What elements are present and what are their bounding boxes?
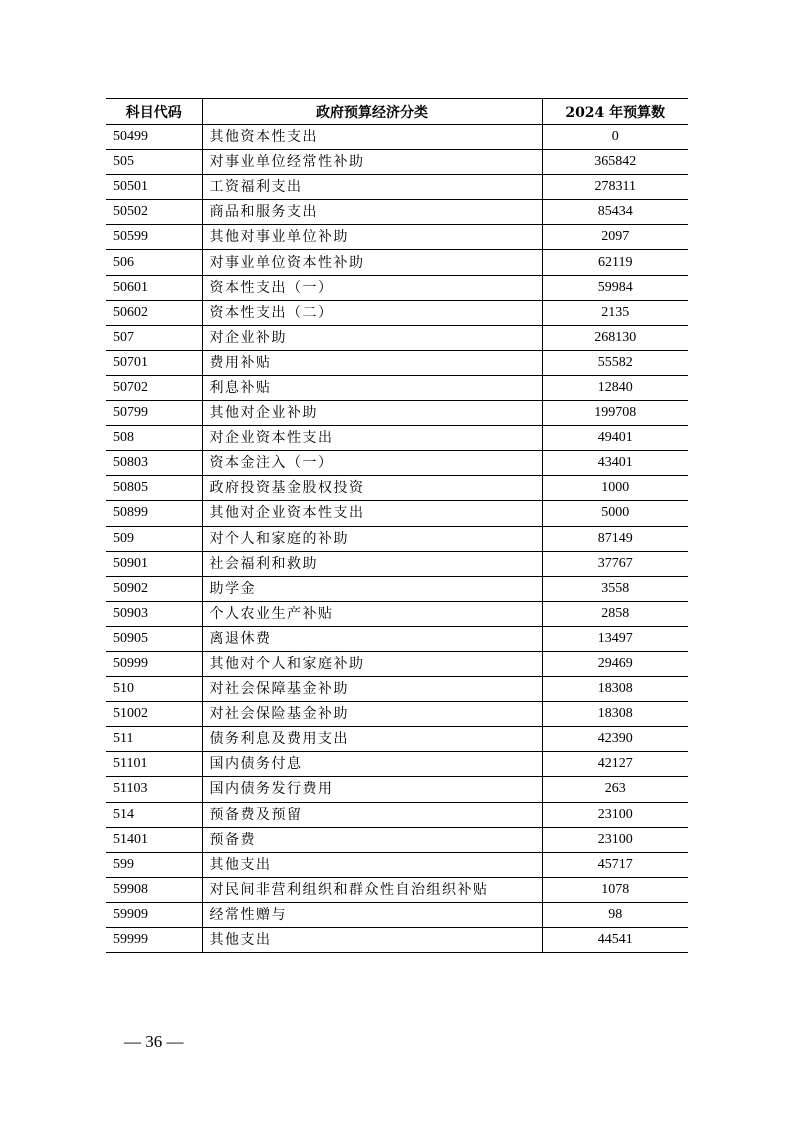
- cell-name: 国内债务发行费用: [202, 777, 542, 802]
- cell-code: 514: [106, 802, 202, 827]
- table-header-row: [106, 99, 688, 125]
- cell-name: 助学金: [202, 576, 542, 601]
- cell-name: 经常性赠与: [202, 902, 542, 927]
- cell-amount: 1000: [542, 476, 688, 501]
- cell-name: 利息补贴: [202, 375, 542, 400]
- table-row: [106, 375, 688, 400]
- cell-name: 其他对个人和家庭补助: [202, 651, 542, 676]
- cell-amount: 278311: [542, 175, 688, 200]
- table-row: [106, 827, 688, 852]
- cell-amount: 23100: [542, 802, 688, 827]
- cell-amount: 199708: [542, 401, 688, 426]
- table-row: [106, 551, 688, 576]
- table-row: [106, 651, 688, 676]
- cell-code: 50905: [106, 626, 202, 651]
- cell-code: 508: [106, 426, 202, 451]
- cell-amount: 98: [542, 902, 688, 927]
- table-body: [106, 125, 688, 953]
- table-row: [106, 175, 688, 200]
- cell-code: 50702: [106, 375, 202, 400]
- cell-name: 政府投资基金股权投资: [202, 476, 542, 501]
- table-row: [106, 802, 688, 827]
- cell-amount: 42127: [542, 752, 688, 777]
- cell-amount: 37767: [542, 551, 688, 576]
- cell-amount: 18308: [542, 702, 688, 727]
- cell-name: 对社会保障基金补助: [202, 677, 542, 702]
- cell-name: 其他对企业资本性支出: [202, 501, 542, 526]
- cell-code: 50601: [106, 275, 202, 300]
- cell-amount: 2135: [542, 300, 688, 325]
- cell-name: 资本性支出（二）: [202, 300, 542, 325]
- cell-code: 51103: [106, 777, 202, 802]
- cell-code: 50602: [106, 300, 202, 325]
- cell-name: 商品和服务支出: [202, 200, 542, 225]
- table-row: [106, 501, 688, 526]
- page-number: — 36 —: [124, 1032, 184, 1051]
- header-budget-2024: 2024 年预算数: [542, 99, 688, 125]
- cell-amount: 2858: [542, 601, 688, 626]
- cell-amount: 3558: [542, 576, 688, 601]
- cell-name: 其他支出: [202, 928, 542, 953]
- table-row: [106, 401, 688, 426]
- cell-code: 51002: [106, 702, 202, 727]
- cell-amount: 44541: [542, 928, 688, 953]
- table-row: [106, 476, 688, 501]
- cell-name: 预备费: [202, 827, 542, 852]
- cell-amount: 263: [542, 777, 688, 802]
- cell-code: 507: [106, 325, 202, 350]
- cell-name: 对企业资本性支出: [202, 426, 542, 451]
- cell-amount: 18308: [542, 677, 688, 702]
- cell-amount: 1078: [542, 877, 688, 902]
- cell-name: 工资福利支出: [202, 175, 542, 200]
- cell-amount: 268130: [542, 325, 688, 350]
- cell-code: 50599: [106, 225, 202, 250]
- cell-name: 费用补贴: [202, 350, 542, 375]
- table-row: [106, 902, 688, 927]
- cell-code: 511: [106, 727, 202, 752]
- cell-code: 59908: [106, 877, 202, 902]
- table-row: [106, 677, 688, 702]
- cell-name: 其他资本性支出: [202, 125, 542, 150]
- table-row: [106, 727, 688, 752]
- table-row: [106, 626, 688, 651]
- table-row: [106, 576, 688, 601]
- table-row: [106, 300, 688, 325]
- cell-code: 506: [106, 250, 202, 275]
- cell-name: 资本性支出（一）: [202, 275, 542, 300]
- cell-name: 其他支出: [202, 852, 542, 877]
- cell-name: 对事业单位资本性补助: [202, 250, 542, 275]
- table-row: [106, 350, 688, 375]
- cell-code: 509: [106, 526, 202, 551]
- cell-code: 51101: [106, 752, 202, 777]
- table-row: [106, 777, 688, 802]
- cell-name: 对个人和家庭的补助: [202, 526, 542, 551]
- cell-code: 50499: [106, 125, 202, 150]
- cell-amount: 13497: [542, 626, 688, 651]
- table-row: [106, 877, 688, 902]
- cell-code: 59999: [106, 928, 202, 953]
- header-code: 科目代码: [106, 99, 202, 125]
- cell-name: 个人农业生产补贴: [202, 601, 542, 626]
- cell-amount: 12840: [542, 375, 688, 400]
- cell-name: 其他对企业补助: [202, 401, 542, 426]
- cell-code: 59909: [106, 902, 202, 927]
- cell-amount: 29469: [542, 651, 688, 676]
- cell-name: 对事业单位经常性补助: [202, 150, 542, 175]
- table-row: [106, 928, 688, 953]
- cell-code: 50502: [106, 200, 202, 225]
- cell-amount: 43401: [542, 451, 688, 476]
- cell-code: 505: [106, 150, 202, 175]
- cell-code: 50803: [106, 451, 202, 476]
- cell-name: 资本金注入（一）: [202, 451, 542, 476]
- table-row: [106, 702, 688, 727]
- cell-amount: 23100: [542, 827, 688, 852]
- cell-code: 50902: [106, 576, 202, 601]
- budget-table: [106, 98, 688, 953]
- table-row: [106, 250, 688, 275]
- cell-name: 债务利息及费用支出: [202, 727, 542, 752]
- cell-amount: 55582: [542, 350, 688, 375]
- table-row: [106, 150, 688, 175]
- table-row: [106, 125, 688, 150]
- table-row: [106, 601, 688, 626]
- table-row: [106, 225, 688, 250]
- cell-code: 50903: [106, 601, 202, 626]
- cell-code: 50805: [106, 476, 202, 501]
- cell-code: 50501: [106, 175, 202, 200]
- cell-code: 50999: [106, 651, 202, 676]
- cell-amount: 45717: [542, 852, 688, 877]
- cell-amount: 62119: [542, 250, 688, 275]
- cell-name: 国内债务付息: [202, 752, 542, 777]
- cell-code: 50899: [106, 501, 202, 526]
- cell-code: 510: [106, 677, 202, 702]
- cell-name: 其他对事业单位补助: [202, 225, 542, 250]
- cell-name: 对社会保险基金补助: [202, 702, 542, 727]
- cell-amount: 2097: [542, 225, 688, 250]
- table-row: [106, 275, 688, 300]
- header-classification: 政府预算经济分类: [202, 99, 542, 125]
- table-row: [106, 451, 688, 476]
- table-row: [106, 325, 688, 350]
- cell-amount: 365842: [542, 150, 688, 175]
- table-row: [106, 526, 688, 551]
- cell-amount: 87149: [542, 526, 688, 551]
- cell-code: 50901: [106, 551, 202, 576]
- table-row: [106, 852, 688, 877]
- table-row: [106, 426, 688, 451]
- table-row: [106, 200, 688, 225]
- cell-name: 对民间非营利组织和群众性自治组织补贴: [202, 877, 542, 902]
- cell-amount: 0: [542, 125, 688, 150]
- cell-amount: 85434: [542, 200, 688, 225]
- cell-code: 51401: [106, 827, 202, 852]
- cell-amount: 59984: [542, 275, 688, 300]
- cell-code: 599: [106, 852, 202, 877]
- cell-code: 50799: [106, 401, 202, 426]
- cell-name: 预备费及预留: [202, 802, 542, 827]
- cell-name: 社会福利和救助: [202, 551, 542, 576]
- cell-code: 50701: [106, 350, 202, 375]
- table-row: [106, 752, 688, 777]
- cell-amount: 49401: [542, 426, 688, 451]
- cell-amount: 42390: [542, 727, 688, 752]
- cell-amount: 5000: [542, 501, 688, 526]
- cell-name: 离退休费: [202, 626, 542, 651]
- cell-name: 对企业补助: [202, 325, 542, 350]
